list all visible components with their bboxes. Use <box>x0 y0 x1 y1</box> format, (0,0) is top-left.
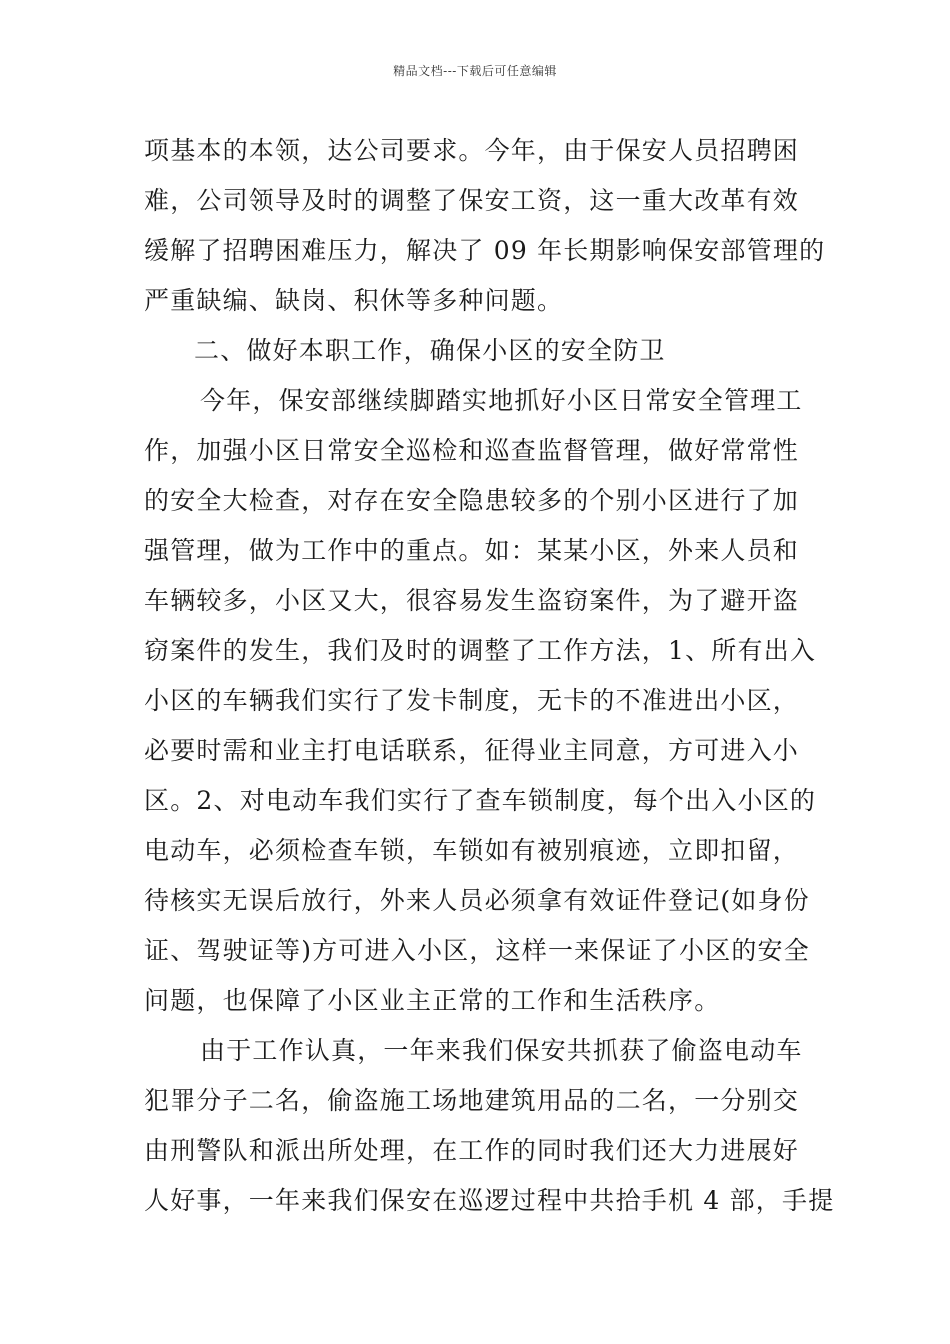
text-line-20: 犯罪分子二名，偷盗施工场地建筑用品的二名，一分别交 <box>144 1086 800 1115</box>
text-line-22: 人好事，一年来我们保安在巡逻过程中共拾手机 4 部，手提 <box>144 1186 835 1215</box>
text-line-21: 由刑警队和派出所处理，在工作的同时我们还大力进展好 <box>144 1136 800 1165</box>
text-line-17: 证、驾驶证等)方可进入小区，这样一来保证了小区的安全 <box>144 936 810 965</box>
text-line-1: 项基本的本领，达公司要求。今年，由于保安人员招聘困 <box>144 136 800 165</box>
text-line-16: 待核实无误后放行，外来人员必须拿有效证件登记(如身份 <box>144 886 810 915</box>
text-line-11: 窃案件的发生，我们及时的调整了工作方法，1、所有出入 <box>144 636 817 665</box>
paragraph-start: 由于工作认真，一年来我们保安共抓获了偷盗电动车 <box>200 1036 803 1065</box>
page-header: 精品文档---下载后可任意编辑 <box>393 64 557 78</box>
text-line-2: 难，公司领导及时的调整了保安工资，这一重大改革有效 <box>144 186 800 215</box>
text-line-10: 车辆较多，小区又大，很容易发生盗窃案件，为了避开盗 <box>144 586 800 615</box>
text-line-9: 强管理，做为工作中的重点。如：某某小区，外来人员和 <box>144 536 800 565</box>
text-line-7: 作，加强小区日常安全巡检和巡查监督管理，做好常常性 <box>144 436 800 465</box>
text-line-15: 电动车，必须检查车锁，车锁如有被别痕迹，立即扣留， <box>144 836 800 865</box>
text-line-13: 必要时需和业主打电话联系，征得业主同意，方可进入小 <box>144 736 800 765</box>
text-line-14: 区。2、对电动车我们实行了查车锁制度，每个出入小区的 <box>144 786 817 815</box>
text-line-12: 小区的车辆我们实行了发卡制度，无卡的不准进出小区， <box>144 686 800 715</box>
text-line-18: 问题，也保障了小区业主正常的工作和生活秩序。 <box>144 986 721 1015</box>
section-heading: 二、做好本职工作，确保小区的安全防卫 <box>194 336 666 365</box>
text-line-4: 严重缺编、缺岗、积休等多种问题。 <box>144 286 564 315</box>
text-line-3: 缓解了招聘困难压力，解决了 09 年长期影响保安部管理的 <box>144 236 826 265</box>
text-line-8: 的安全大检查，对存在安全隐患较多的个别小区进行了加 <box>144 486 800 515</box>
paragraph-start: 今年，保安部继续脚踏实地抓好小区日常安全管理工 <box>200 386 803 415</box>
